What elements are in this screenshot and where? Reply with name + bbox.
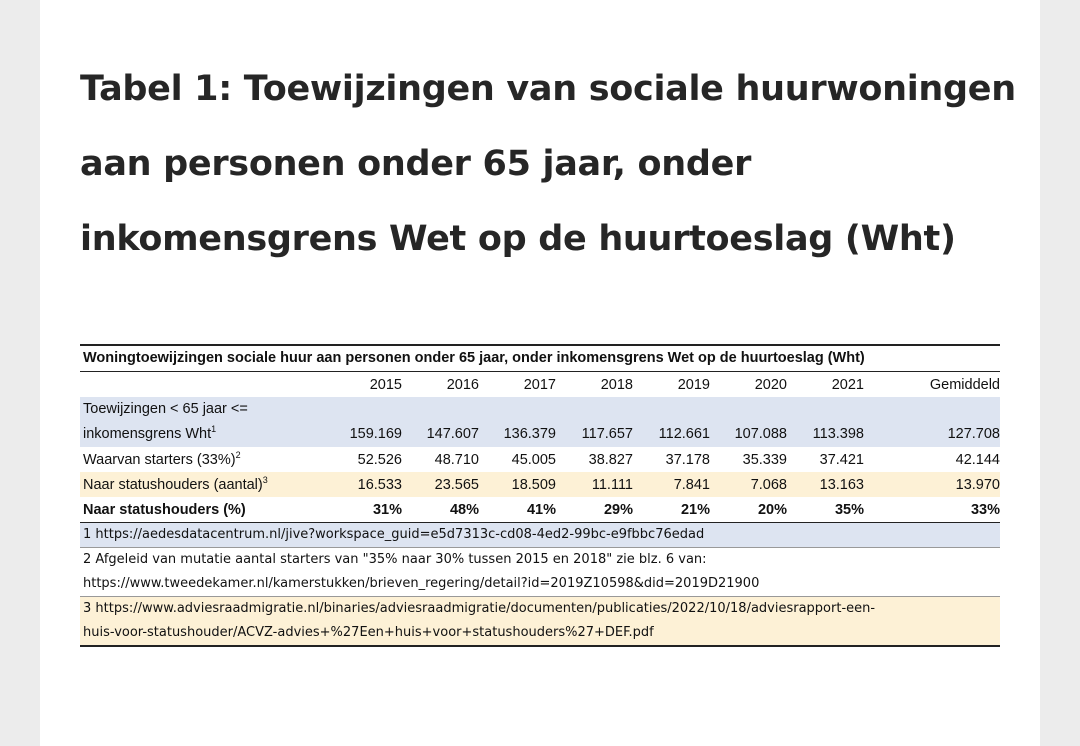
- table-cell: 117.657: [581, 426, 633, 442]
- table-cell: 11.111: [591, 476, 633, 493]
- footnote-marker: 3: [262, 474, 268, 485]
- heading-line-2: aan personen onder 65 jaar, onder: [80, 144, 752, 184]
- footnote-marker: 1: [211, 424, 217, 434]
- row-label-line-2: inkomensgrens Wht$^1$: [83, 424, 217, 442]
- table-cell: 136.379: [503, 426, 556, 442]
- row-label: Waarvan starters $(33\%)^2$: [83, 449, 241, 468]
- table-cell: 23.565: [434, 476, 479, 493]
- heading-line-1: Tabel 1: Toewijzingen van sociale huurwoningen: [80, 69, 1016, 109]
- table-cell: 21%: [680, 501, 710, 518]
- footnote-3: [80, 596, 1000, 645]
- header-cell: 2017: [523, 376, 556, 393]
- table-cell: 31%: [372, 501, 402, 518]
- footnote-line: 3 https://www.adviesraadmigratie.nl/binaries/adviesraadmigratie/documenten/publicaties/2022/10/18/adviesrapport-een-: [83, 601, 876, 616]
- header-cell: 2016: [446, 376, 479, 393]
- header-cell: 2020: [754, 376, 787, 393]
- table-row: [80, 472, 1000, 497]
- table-cell: 7.068: [750, 476, 787, 493]
- table-cell: 48.710: [434, 451, 479, 468]
- table-cell: 147.607: [426, 426, 479, 442]
- footnote-line: 1 https://aedesdatacentrum.nl/jive?workspace_guid=e5d7313c-cd08-4ed2-99bc-e9fbbc76edad: [83, 527, 705, 542]
- footnote-line: huis-voor-statushouder/ACVZ-advies+%27Een+huis+voor+statushouders%27+DEF.pdf: [83, 625, 654, 640]
- table-cell: 159.169: [349, 426, 402, 442]
- table-cell: 37.421: [819, 451, 864, 468]
- header-cell: 2018: [600, 376, 633, 393]
- heading-line-3: inkomensgrens Wet op de huurtoeslag (Wht): [80, 219, 956, 259]
- row-label: Naar statushouders (%): [83, 501, 246, 518]
- footnote-line: https://www.tweedekamer.nl/kamerstukken/brieven_regering/detail?id=2019Z10598&did=2019D21900: [83, 576, 760, 591]
- header-cell-average: Gemiddeld: [929, 376, 1000, 393]
- table-cell-average: 127.708: [947, 426, 1000, 442]
- table-heading: [80, 52, 1020, 277]
- data-table-image: [80, 344, 1000, 647]
- table-caption: Woningtoewijzingen sociale huur aan personen onder 65 jaar, onder inkomensgrens Wet op de huurtoeslag (Wht): [80, 346, 1000, 372]
- table-cell: 52.526: [357, 451, 402, 468]
- row-label: Naar statushouders (aantal)$^3$: [83, 474, 268, 493]
- table-cell: 7.841: [673, 476, 710, 493]
- table-cell-average: 13.970: [955, 476, 1000, 493]
- header-cell: 2021: [831, 376, 864, 393]
- table-cell: 48%: [449, 501, 479, 518]
- header-cell: 2019: [677, 376, 710, 393]
- row-label: [80, 397, 325, 447]
- table-cell: 35%: [834, 501, 864, 518]
- table-cell-average: 42.144: [955, 451, 1000, 468]
- table-cell: 41%: [526, 501, 556, 518]
- table-cell: 16.533: [357, 476, 402, 493]
- table-row: [80, 497, 1000, 522]
- footnotes: [80, 522, 1000, 645]
- table-cell: 18.509: [511, 476, 556, 493]
- table-cell: 13.163: [819, 476, 864, 493]
- footnote-line: 2 Afgeleid van mutatie aantal starters van "35% naar 30% tussen 2015 en 2018" zie blz. 6 van:: [83, 552, 707, 567]
- footnote-2: [80, 547, 1000, 596]
- footnote-1: [80, 523, 1000, 547]
- header-cell: 2015: [369, 376, 402, 393]
- table-cell: 45.005: [511, 451, 556, 468]
- row-label-line-1: Toewijzingen < 65 jaar <=: [83, 401, 248, 417]
- table-row: [80, 397, 1000, 447]
- table-cell: 20%: [757, 501, 787, 518]
- table-cell-average: 33%: [970, 501, 1000, 518]
- table-cell: 112.661: [658, 426, 710, 442]
- header-row: [80, 372, 1000, 397]
- table-cell: 38.827: [588, 451, 633, 468]
- table-cell: 29%: [603, 501, 633, 518]
- table-cell: 113.398: [812, 426, 864, 442]
- article-page: [40, 0, 1040, 746]
- table-cell: 107.088: [734, 426, 787, 442]
- table-cell: 35.339: [742, 451, 787, 468]
- table-cell: 37.178: [665, 451, 710, 468]
- footnote-marker: 2: [235, 449, 241, 460]
- table-row: [80, 447, 1000, 472]
